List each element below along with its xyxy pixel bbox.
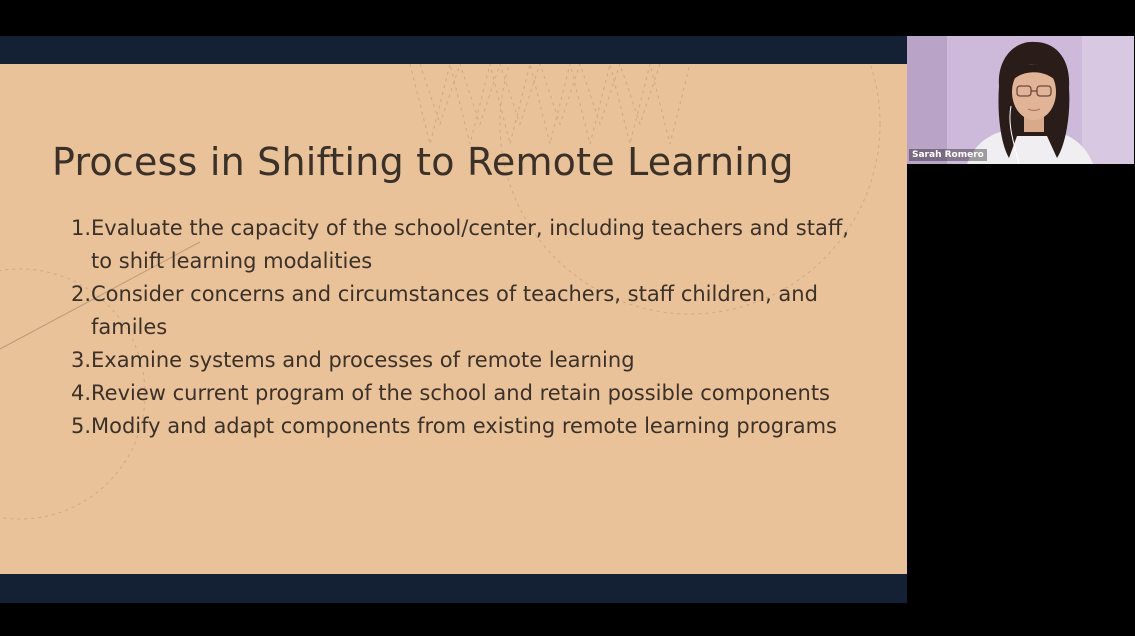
list-item-number: 4.	[70, 381, 91, 405]
list-item	[66, 410, 866, 443]
slide-title: Process in Shifting to Remote Learning	[52, 140, 794, 184]
list-item	[66, 344, 866, 377]
shared-screen	[0, 36, 907, 603]
list-item-number: 3.	[70, 348, 91, 372]
slide-bullet-list	[66, 212, 866, 443]
list-item-text: Evaluate the capacity of the school/center, including teachers and staff, to shift learning modalities	[91, 216, 849, 273]
participant-video-tile[interactable]	[907, 36, 1134, 164]
presentation-slide	[0, 64, 907, 574]
list-item-text: Modify and adapt components from existing remote learning programs	[91, 414, 838, 438]
list-item-text: Examine systems and processes of remote learning	[91, 348, 635, 372]
participant-video	[907, 36, 1134, 164]
list-item-number: 1.	[70, 216, 91, 240]
list-item	[66, 377, 866, 410]
list-item	[66, 278, 866, 344]
participant-name: Sarah Romero	[909, 149, 987, 161]
list-item	[66, 212, 866, 278]
list-item-text: Review current program of the school and retain possible components	[91, 381, 830, 405]
list-item-number: 2.	[70, 282, 91, 306]
slide-top-bar	[0, 36, 907, 64]
slide-bottom-bar	[0, 574, 907, 603]
list-item-number: 5.	[70, 414, 91, 438]
list-item-text: Consider concerns and circumstances of teachers, staff children, and familes	[91, 282, 818, 339]
